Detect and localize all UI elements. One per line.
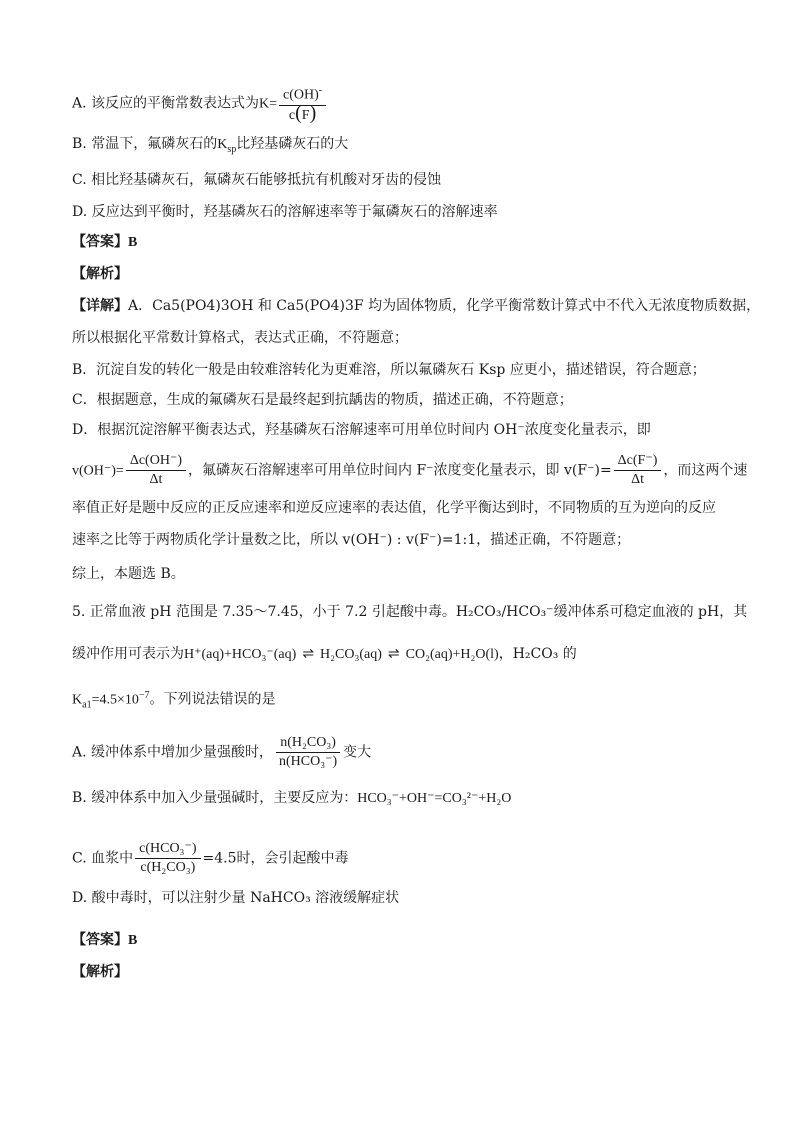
q5-option-b — [72, 788, 511, 809]
option-text: 血浆中 — [91, 850, 134, 867]
detail-text: C．根据题意，生成的氟磷灰石是最终起到抗龋齿的物质，描述正确，不符题意； — [72, 392, 573, 408]
detail-text: 率值正好是题中反应的正反应速率和逆反应速率的表达值，化学平衡达到时，不同物质的互为逆向的反应 — [72, 500, 716, 516]
option-label: D. — [72, 204, 88, 220]
question-stem-post: 。下列说法错误的是 — [149, 691, 276, 708]
q4-detail-a1 — [72, 296, 760, 316]
numerator: Δc(OH⁻) — [126, 452, 186, 471]
option-label: B. — [72, 790, 87, 806]
q4-detail-d1 — [72, 420, 651, 440]
k-subscript: a1 — [82, 699, 92, 711]
q4-detail-d2 — [72, 452, 747, 489]
option-text: 缓冲体系中加入少量强碱时，主要反应为： — [91, 790, 358, 806]
reaction-equation: HCO₃⁻+OH⁻=CO₃²⁻+H₂O — [357, 791, 512, 806]
answer-tag: 【答案】 — [72, 932, 128, 948]
answer-value: B — [128, 235, 138, 250]
denominator: c(H₂CO₃) — [140, 860, 196, 875]
q4-detail-c — [72, 390, 573, 410]
answer-value: B — [128, 933, 138, 948]
equation-part: CO₂(aq)+H₂O(l) — [405, 647, 499, 662]
rate-fraction-f — [614, 452, 662, 489]
question-stem: 缓冲作用可表示为 — [72, 646, 184, 662]
q4-option-b — [72, 134, 348, 160]
question-stem: 5. 正常血液 pH 范围是 7.35～7.45，小于 7.2 引起酸中毒。H₂CO₃/HCO₃⁻缓冲体系可稳定血液的 pH，其 — [72, 604, 748, 620]
option-label: C. — [72, 172, 87, 188]
ratio-fraction — [135, 840, 200, 877]
equilibrium-arrow: ⇌ — [387, 647, 400, 662]
q4-detail-d4 — [72, 530, 630, 550]
q5-option-a — [72, 734, 371, 771]
equilibrium-fraction: $\frac{c(OH)^-}{c(F)}$ — [279, 82, 326, 125]
q4-option-d — [72, 202, 498, 222]
option-text-post: 比羟基磷灰石的大 — [236, 136, 349, 152]
numerator: c(OH) — [283, 87, 319, 103]
question-stem-post: ，H₂CO₃ 的 — [498, 646, 577, 662]
detail-text: B．沉淀自发的转化一般是由较难溶转化为更难溶，所以氟磷灰石 Ksp 应更小，描述错误，符合题意； — [72, 362, 706, 378]
q4-detail-d3 — [72, 498, 716, 518]
option-text: 该反应的平衡常数表达式为 — [91, 95, 260, 112]
option-text: 反应达到平衡时，羟基磷灰石的溶解速率等于氟磷灰石的溶解速率 — [91, 204, 498, 220]
k-symbol: K — [72, 692, 83, 708]
option-label: C. — [72, 850, 87, 867]
numerator: Δc(F⁻) — [614, 452, 662, 471]
option-text: 酸中毒时，可以注射少量 NaHCO₃ 溶液缓解症状 — [91, 890, 400, 906]
option-label: D. — [72, 890, 88, 906]
option-text: 缓冲体系中增加少量强酸时， — [91, 744, 274, 761]
q4-analysis-tag — [72, 264, 128, 284]
summary-text: 综上，本题选 B。 — [72, 566, 185, 582]
q4-option-a — [72, 82, 328, 125]
q5-analysis-tag — [72, 962, 128, 982]
q5-stem-1 — [72, 602, 747, 622]
q5-option-d — [72, 888, 399, 908]
denominator: Δt — [631, 472, 644, 487]
detail-text-end: ，而这两个速 — [663, 462, 748, 479]
q5-stem-2 — [72, 644, 577, 665]
denominator: c — [288, 107, 296, 123]
k-symbol: K — [217, 137, 228, 152]
numerator-sup: - — [318, 85, 323, 96]
option-text: 常温下，氟磷灰石的 — [91, 136, 218, 152]
q4-detail-b — [72, 360, 706, 380]
k-symbol: K= — [259, 96, 278, 112]
option-label: A. — [72, 744, 87, 761]
q5-option-c — [72, 840, 349, 877]
q4-detail-a2 — [72, 328, 408, 348]
denominator: Δt — [149, 472, 163, 487]
detail-text: A．Ca5(PO4)3OH 和 Ca5(PO4)3F 均为固体物质，化学平衡常数计算式中不代入无浓度物质数据， — [128, 298, 761, 314]
k-subscript: sp — [227, 143, 237, 155]
option-label: A. — [72, 95, 87, 112]
denominator: n(HCO₃⁻) — [279, 754, 338, 769]
equation-part: H₂CO₃(aq) — [320, 647, 382, 662]
equilibrium-arrow: ⇌ — [302, 647, 315, 662]
option-label: B. — [72, 136, 87, 152]
detail-text: D．根据沉淀溶解平衡表达式，羟基磷灰石溶解速率可用单位时间内 OH⁻浓度变化量表示，即 — [72, 422, 651, 438]
q5-stem-3 — [72, 686, 276, 715]
analysis-tag: 【解析】 — [72, 266, 128, 282]
k-exponent: −7 — [138, 690, 150, 701]
detail-tag: 【详解】 — [72, 298, 128, 314]
q4-summary — [72, 564, 185, 584]
option-text-post: 变大 — [343, 744, 372, 761]
q4-option-c — [72, 170, 441, 190]
answer-tag: 【答案】 — [72, 234, 128, 250]
option-text-post: =4.5时，会引起酸中毒 — [202, 850, 349, 867]
detail-text: 速率之比等于两物质化学计量数之比，所以 v(OH⁻) : v(F⁻)=1:1，描述正确，不符题意； — [72, 532, 631, 548]
detail-text: 所以根据化平常数计算格式，表达式正确，不符题意； — [72, 330, 408, 346]
numerator: n(H₂CO₃) — [276, 734, 340, 753]
option-text: 相比羟基磷灰石，氟磷灰石能够抵抗有机酸对牙齿的侵蚀 — [91, 172, 442, 188]
k-value: =4.5×10 — [91, 692, 139, 708]
denominator-inner: F — [301, 107, 310, 123]
rate-expression: v(OH⁻)= — [72, 463, 124, 479]
analysis-tag: 【解析】 — [72, 964, 128, 980]
rate-fraction-oh — [126, 452, 186, 489]
q4-answer — [72, 232, 137, 253]
detail-text: ，氟磷灰石溶解速率可用单位时间内 F⁻浓度变化量表示，即 v(F⁻)= — [188, 462, 612, 479]
numerator: c(HCO₃⁻) — [135, 840, 200, 859]
q5-answer — [72, 930, 137, 951]
equation-part: H⁺(aq)+HCO₃⁻(aq) — [184, 647, 297, 662]
ratio-fraction — [275, 734, 341, 771]
